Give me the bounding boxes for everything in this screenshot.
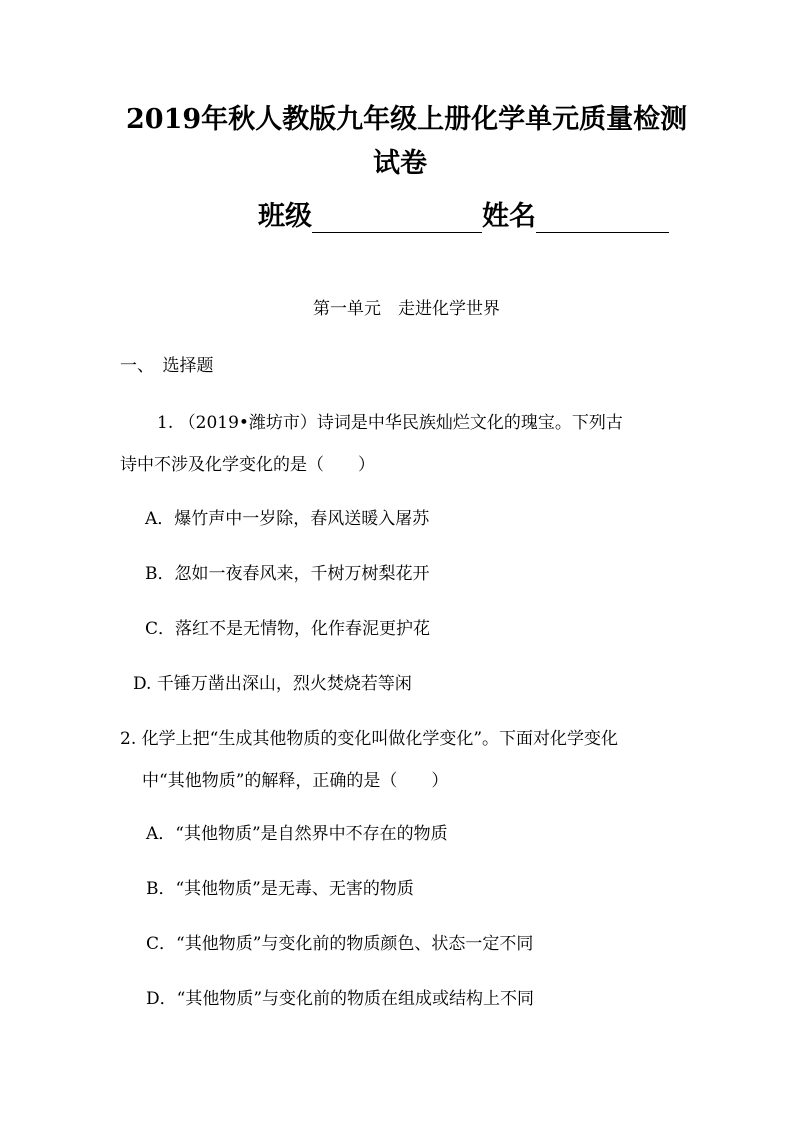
question-1-option-a: A．爆竹声中一岁除，春风送暖入屠苏 <box>145 509 430 529</box>
question-2-option-b: B．“其他物质”是无毒、无害的物质 <box>146 879 414 899</box>
student-info-fields <box>258 194 669 233</box>
class-label: 班级 <box>258 201 312 232</box>
question-1-stem-line2: 诗中不涉及化学变化的是（ ） <box>120 455 375 475</box>
question-2-option-c: C．“其他物质”与变化前的物质颜色、状态一定不同 <box>146 934 534 954</box>
question-2-stem-line2: 中“其他物质”的解释，正确的是（ ） <box>142 771 449 791</box>
name-label: 姓名 <box>482 201 536 232</box>
document-title-line1: 2019年秋人教版九年级上册化学单元质量检测 <box>126 104 688 135</box>
name-blank[interactable] <box>536 202 669 233</box>
class-blank[interactable] <box>312 202 482 233</box>
unit-heading: 第一单元 走进化学世界 <box>313 299 500 319</box>
document-title-line2: 试卷 <box>373 148 427 179</box>
question-1-stem-line1: 1. （2019•潍坊市）诗词是中华民族灿烂文化的瑰宝。下列古 <box>157 413 623 433</box>
section-heading: 一、 选择题 <box>120 356 214 376</box>
question-2-stem-line1: 2. 化学上把“生成其他物质的变化叫做化学变化”。下面对化学变化 <box>120 729 619 749</box>
question-2-option-d: D．“其他物质”与变化前的物质在组成或结构上不同 <box>146 989 535 1009</box>
question-2-option-a: A．“其他物质”是自然界中不存在的物质 <box>146 824 448 844</box>
question-1-option-d: D. 千锤万凿出深山，烈火焚烧若等闲 <box>133 674 412 694</box>
question-1-option-b: B．忽如一夜春风来，千树万树梨花开 <box>145 564 430 584</box>
question-1-option-c: C．落红不是无情物，化作春泥更护花 <box>145 619 431 639</box>
